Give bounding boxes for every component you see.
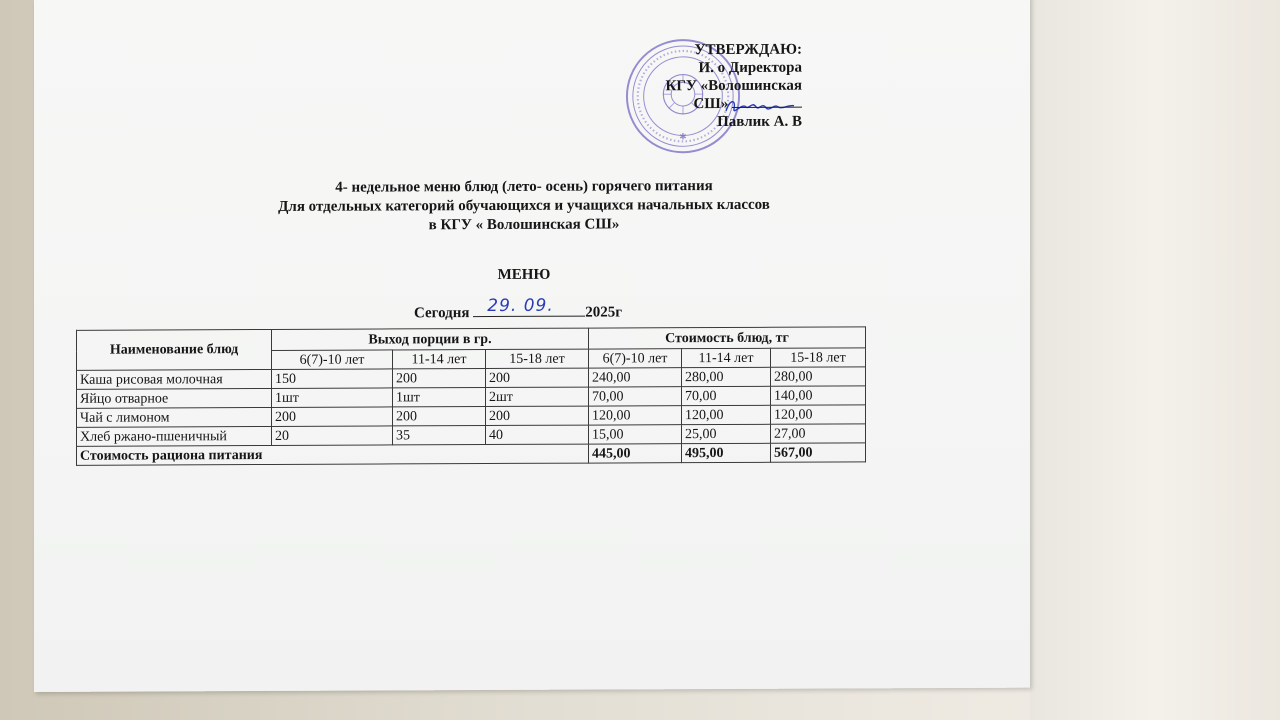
table-cell: 20 <box>272 426 393 446</box>
age-group-cell: 11-14 лет <box>393 350 486 369</box>
age-group-cell: 6(7)-10 лет <box>589 349 682 368</box>
table-cell: 2шт <box>486 387 589 406</box>
header-portion: Выход порции в гр. <box>272 328 589 350</box>
table-cell: 120,00 <box>589 406 682 425</box>
table-cell: 120,00 <box>771 405 866 424</box>
handwritten-date: 29. 09. <box>487 295 554 317</box>
dish-name-cell: Чай с лимоном <box>77 407 272 427</box>
table-cell: 25,00 <box>682 424 771 443</box>
table-cell: 15,00 <box>589 425 682 444</box>
approval-block <box>632 41 802 132</box>
approval-name: Павлик А. В <box>717 113 802 131</box>
approval-org-line2 <box>632 95 802 114</box>
table-cell: 70,00 <box>589 387 682 406</box>
age-group-cell: 6(7)-10 лет <box>272 350 393 370</box>
dish-name-cell: Яйцо отварное <box>77 388 272 408</box>
table-cell: 200 <box>486 368 589 387</box>
total-row <box>77 443 866 465</box>
table-cell: 280,00 <box>771 367 866 386</box>
table-cell: 1шт <box>272 388 393 408</box>
title-line1: 4- недельное меню блюд (лето- осень) горячего питания <box>335 178 713 196</box>
table-cell: 70,00 <box>682 386 771 405</box>
table-cell: 27,00 <box>771 424 866 443</box>
today-date-line <box>414 295 623 322</box>
header-dish-name: Наименование блюд <box>77 329 272 370</box>
dish-name-cell: Хлеб ржано-пшеничный <box>77 426 272 446</box>
age-group-cell: 11-14 лет <box>682 348 771 367</box>
table-cell: 200 <box>486 406 589 425</box>
table-cell: 200 <box>272 407 393 427</box>
table-cell: 120,00 <box>682 405 771 424</box>
age-group-cell: 15-18 лет <box>771 348 866 367</box>
total-cell: 495,00 <box>682 443 771 462</box>
age-group-cell: 15-18 лет <box>486 349 589 368</box>
date-blank <box>473 295 585 317</box>
approval-org-line2-text: СШ» <box>693 95 729 113</box>
approval-heading: УТВЕРЖДАЮ: <box>694 41 802 59</box>
total-cell: 445,00 <box>589 444 682 463</box>
svg-text:✱: ✱ <box>679 131 687 142</box>
signature-line <box>732 95 802 108</box>
title-line2: Для отдельных категорий обучающихся и учащихся начальных классов <box>278 196 770 215</box>
table-cell: 140,00 <box>771 386 866 405</box>
approval-position: И. о Директора <box>698 59 802 77</box>
table-cell: 200 <box>393 369 486 388</box>
total-label: Стоимость рациона питания <box>77 444 589 465</box>
approval-org-line1: КГУ «Волошинская <box>665 77 802 95</box>
total-cell: 567,00 <box>771 443 866 462</box>
dish-name-cell: Каша рисовая молочная <box>77 369 272 389</box>
table-cell: 150 <box>272 369 393 389</box>
table-cell: 200 <box>393 407 486 426</box>
today-year: 2025г <box>585 304 623 321</box>
table-cell: 1шт <box>393 388 486 407</box>
title-line3: в КГУ « Волошинская СШ» <box>428 216 620 234</box>
menu-table <box>76 326 866 465</box>
menu-heading: МЕНЮ <box>497 266 551 283</box>
table-cell: 240,00 <box>589 368 682 387</box>
table-cell: 280,00 <box>682 367 771 386</box>
document-page <box>34 0 1030 692</box>
table-cell: 35 <box>393 426 486 445</box>
header-cost: Стоимость блюд, тг <box>589 327 866 349</box>
today-label: Сегодня <box>414 305 470 322</box>
table-cell: 40 <box>486 425 589 444</box>
background-wall <box>1030 0 1280 720</box>
document-title <box>34 176 1014 237</box>
